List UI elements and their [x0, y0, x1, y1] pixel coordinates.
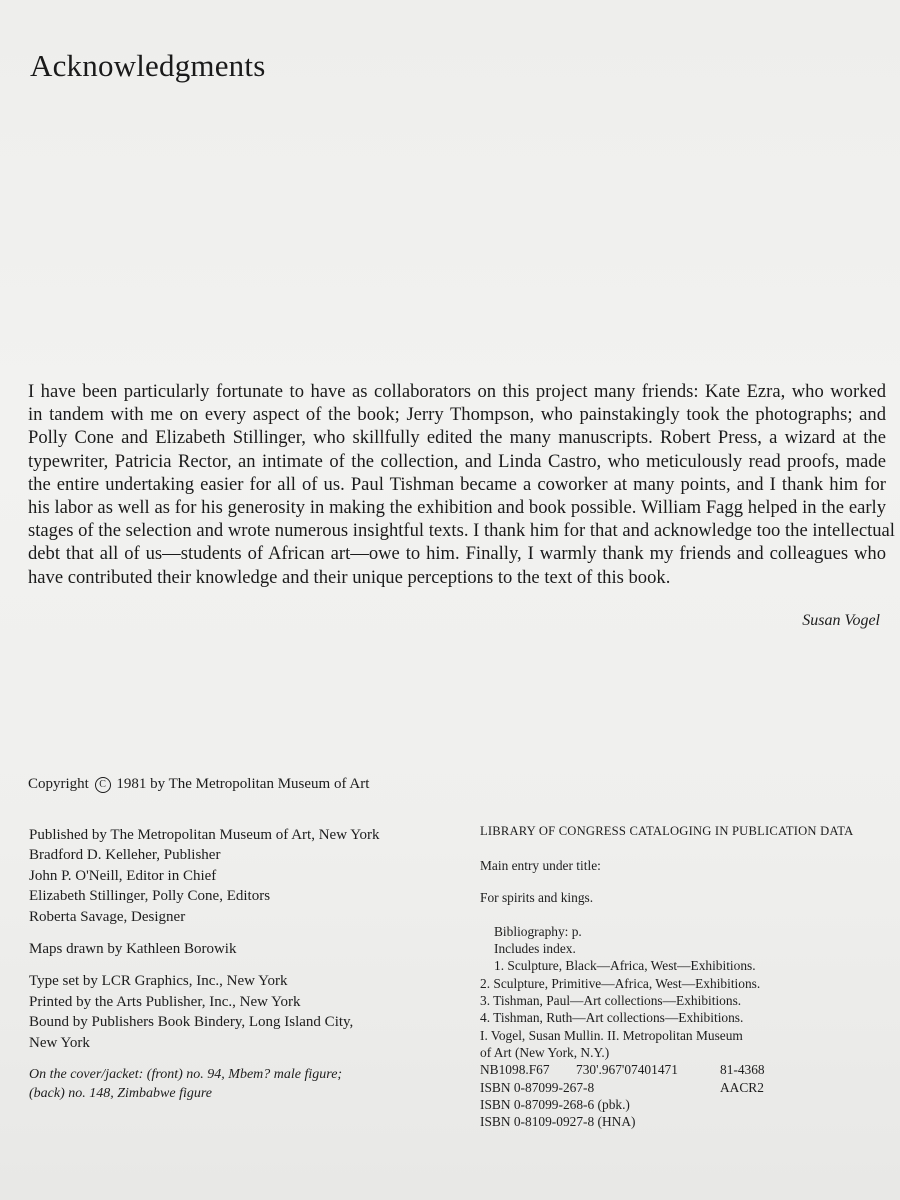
- paragraph-line: his labor as well as for his generosity in making the exhibition and book possible. William Fagg helped in the early: [28, 497, 886, 519]
- cover-note: [29, 1065, 449, 1103]
- credit-line: Bound by Publishers Book Bindery, Long Island City,: [29, 1014, 354, 1031]
- author-signature: Susan Vogel: [802, 612, 880, 629]
- cataloging-data: [480, 823, 880, 1130]
- copyright-text: 1981 by The Metropolitan Museum of Art: [116, 776, 370, 792]
- publication-credits: [29, 825, 449, 1103]
- catalog-note: Includes index.: [494, 941, 576, 957]
- maps-credit: [29, 939, 449, 959]
- credit-line: John P. O'Neill, Editor in Chief: [29, 867, 217, 884]
- isbn-row: [480, 1096, 880, 1113]
- credit-line: New York: [29, 1034, 90, 1051]
- acknowledgments-paragraph: [28, 380, 895, 589]
- title-entry: For spirits and kings.: [480, 889, 594, 905]
- catalog-note: Bibliography: p.: [494, 923, 582, 939]
- credit-line: Roberta Savage, Designer: [29, 908, 186, 925]
- main-entry: Main entry under title:: [480, 858, 601, 874]
- copyright-notice: [28, 776, 369, 793]
- credit-line: Elizabeth Stillinger, Polly Cone, Editors: [29, 888, 271, 905]
- publisher-credits: [29, 825, 449, 927]
- isbn: ISBN 0-87099-267-8: [480, 1079, 595, 1095]
- paragraph-line: I have been particularly fortunate to have as collaborators on this project many friends: Kate Ezra, who worked: [28, 381, 886, 402]
- isbn-note: AACR2: [720, 1079, 764, 1095]
- isbn: ISBN 0-8109-0927-8 (HNA): [480, 1114, 636, 1130]
- paragraph-line: have contributed their knowledge and their unique perceptions to the text of this book.: [28, 566, 671, 588]
- paragraph-line: debt that all of us—students of African art—owe to him. Finally, I warmly thank my friends and colleagues who: [28, 543, 886, 565]
- subject-entry: 3. Tishman, Paul—Art collections—Exhibitions.: [480, 993, 742, 1009]
- paragraph-line: Polly Cone and Elizabeth Stillinger, who skillfully edited the many manuscripts. Robert Press, a wizard at the: [28, 427, 886, 449]
- paragraph-line: in tandem with me on every aspect of the book; Jerry Thompson, who painstakingly took the photographs; and: [28, 404, 886, 426]
- paragraph-line: stages of the selection and wrote numerous insightful texts. I thank him for that and acknowledge too the intellectual: [28, 520, 895, 542]
- production-credits: [29, 971, 449, 1053]
- subject-entry: 4. Tishman, Ruth—Art collections—Exhibitions.: [480, 1010, 744, 1026]
- subject-entry: 2. Sculpture, Primitive—Africa, West—Exhibitions.: [480, 975, 761, 991]
- copyright-prefix: Copyright: [28, 776, 89, 792]
- credit-line: Published by The Metropolitan Museum of Art, New York: [29, 827, 380, 843]
- isbn: ISBN 0-87099-268-6 (pbk.): [480, 1096, 630, 1112]
- call-number-row: [480, 1061, 880, 1078]
- cover-line: On the cover/jacket: (front) no. 94, Mbem? male figure;: [29, 1067, 343, 1083]
- call-number: NB1098.F67: [480, 1062, 550, 1078]
- lccn-number: 81-4368: [720, 1062, 765, 1078]
- paragraph-line: typewriter, Patricia Rector, an intimate of the collection, and Linda Castro, who meticulously read proofs, made: [28, 450, 886, 472]
- subject-entry: of Art (New York, N.Y.): [480, 1044, 610, 1060]
- credit-line: Bradford D. Kelleher, Publisher: [29, 847, 221, 864]
- subject-entry: 1. Sculpture, Black—Africa, West—Exhibitions.: [494, 958, 756, 974]
- isbn-row: [480, 1079, 880, 1096]
- credit-line: Type set by LCR Graphics, Inc., New York: [29, 973, 288, 990]
- page-title: Acknowledgments: [30, 48, 266, 83]
- copyright-icon: C: [95, 777, 111, 793]
- credit-line: Printed by the Arts Publisher, Inc., New York: [29, 993, 301, 1010]
- dewey-number: 730'.967'07401471: [576, 1062, 678, 1078]
- cataloging-header: LIBRARY OF CONGRESS CATALOGING IN PUBLICATION DATA: [480, 824, 854, 838]
- paragraph-line: the entire undertaking easier for all of us. Paul Tishman became a coworker at many points, and I thank him for: [28, 473, 886, 495]
- subject-entry: I. Vogel, Susan Mullin. II. Metropolitan Museum: [480, 1027, 743, 1043]
- credit-line: Maps drawn by Kathleen Borowik: [29, 941, 237, 958]
- isbn-row: [480, 1113, 880, 1130]
- cover-line: (back) no. 148, Zimbabwe figure: [29, 1086, 213, 1102]
